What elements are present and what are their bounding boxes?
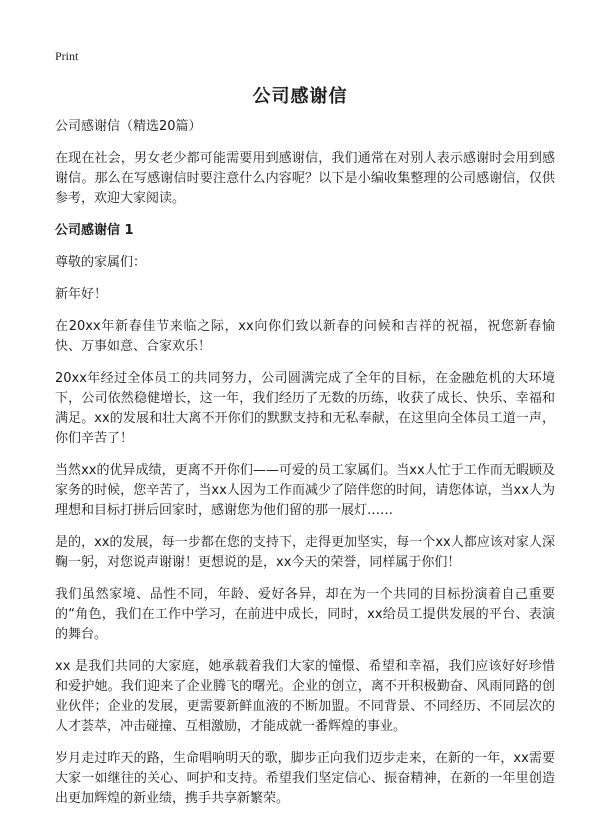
section-heading: 公司感谢信 1 [55, 223, 134, 238]
print-link[interactable]: Print [55, 49, 79, 63]
body-paragraph-6: xx 是我们共同的大家庭，她承载着我们大家的憧憬、希望和幸福，我们应该好好珍惜和爱护她。我们迎来了企业腾飞的曙光。企业的创立，离不开积极勤奋、风雨同路的创业伙伴；企业的发展，更需要新鲜血液的不断加盟。不同背景、不同经历、不同层次的人才荟萃，冲击碰撞、互相激励，才能成就一番辉煌的事业。 [55, 659, 555, 734]
body-paragraph-7: 岁月走过昨天的路，生命唱响明天的歌，脚步正向我们迈步走来，在新的一年，xx需要大家一如继往的关心、呵护和支持。希望我们坚定信心、振奋精神，在新的一年里创造出更加辉煌的新业绩，携手共享新繁荣。 [55, 751, 555, 806]
body-paragraph-3: 当然xx的优异成绩，更离不开你们——可爱的员工家属们。当xx人忙于工作而无暇顾及家务的时候，您辛苦了，当xx人因为工作而减少了陪伴您的时间，请您体谅，当xx人为理想和目标打拼后回家时，感谢您为他们留的那一展灯…… [55, 463, 555, 518]
page-title: 公司感谢信 [252, 86, 348, 107]
greeting: 新年好！ [55, 287, 108, 302]
body-paragraph-1: 在20xx年新春佳节来临之际，xx向你们致以新春的问候和吉祥的祝福，祝您新春愉快、万事如意、合家欢乐！ [55, 319, 555, 354]
body-paragraph-2: 20xx年经过全体员工的共同努力，公司圆满完成了全年的目标，在金融危机的大环境下，公司依然稳健增长，这一年，我们经历了无数的历练，收获了成长、快乐、幸福和满足。xx的发展和壮大离不开你们的默默支持和无私奉献，在这里向全体员工道一声，你们辛苦了！ [55, 371, 555, 446]
document-body [55, 117, 555, 821]
body-paragraph-5: 我们虽然家境、品性不同，年龄、爱好各异，却在为一个共同的目标扮演着自己重要的“角色，我们在工作中学习，在前进中成长，同时，xx给员工提供发展的平台、表演的舞台。 [55, 587, 555, 642]
intro-paragraph: 在现在社会，男女老少都可能需要用到感谢信，我们通常在对别人表示感谢时会用到感谢信。那么在写感谢信时要注意什么内容呢？以下是小编收集整理的公司感谢信，仅供参考，欢迎大家阅读。 [55, 151, 555, 206]
body-paragraph-4: 是的，xx的发展，每一步都在您的支持下，走得更加坚实，每一个xx人都应该对家人深鞠一躬，对您说声谢谢！更想说的是，xx今天的荣誉，同样属于你们！ [55, 535, 555, 570]
document-subtitle: 公司感谢信（精选20篇） [55, 119, 202, 134]
salutation: 尊敬的家属们： [55, 255, 147, 270]
